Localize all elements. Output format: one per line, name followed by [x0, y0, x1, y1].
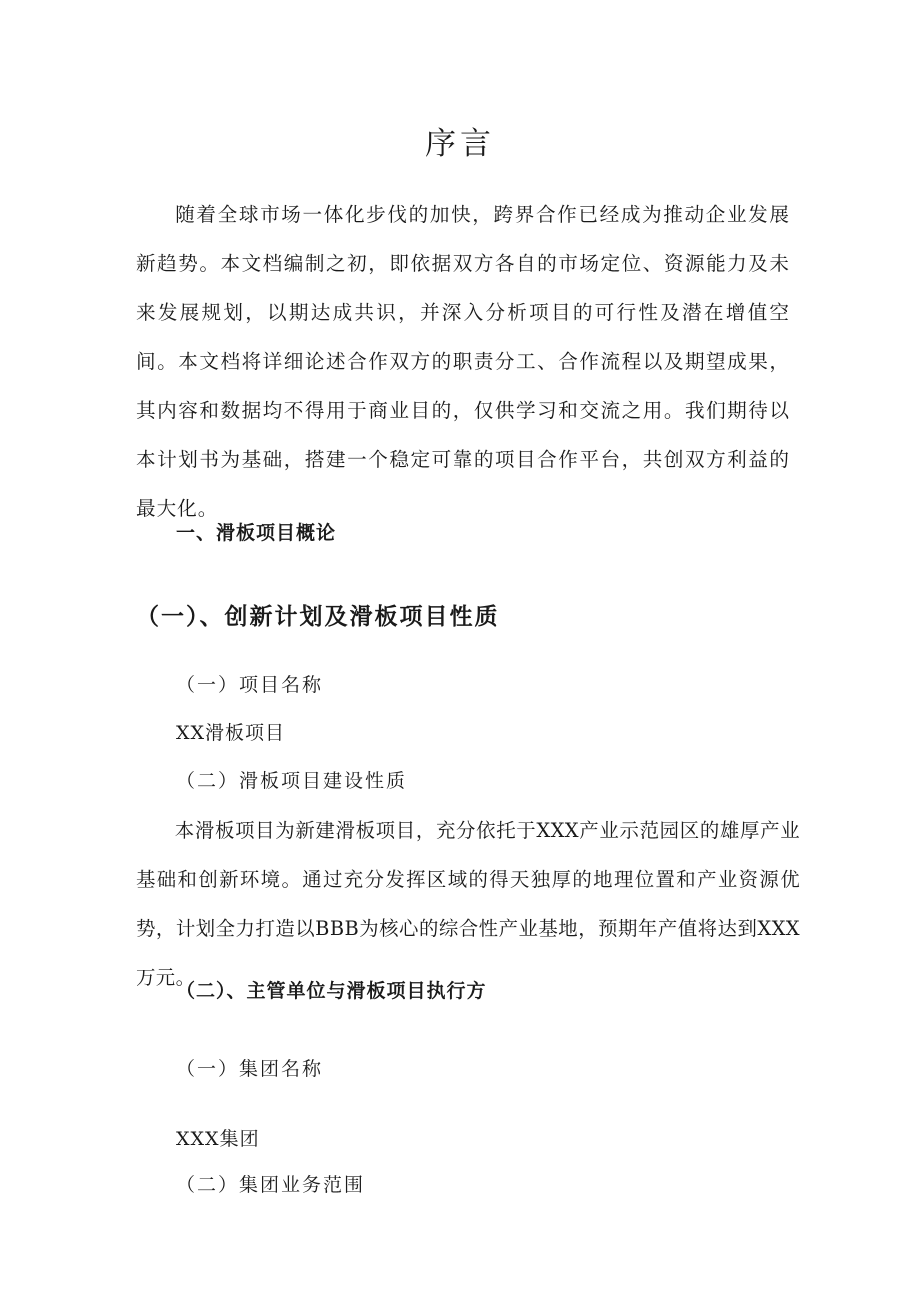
intro-paragraph: 随着全球市场一体化步伐的加快，跨界合作已经成为推动企业发展新趋势。本文档编制之初，即依据双方各自的市场定位、资源能力及未来发展规划，以期达成共识，并深入分析项目的可行性及潜在增值空间。本文档将详细论述合作双方的职责分工、合作流程以及期望成果，其内容和数据均不得用于商业目的，仅供学习和交流之用。我们期待以本计划书为基础，搭建一个稳定可靠的项目合作平台，共创双方利益的最大化。	[136, 203, 790, 520]
business-scope-label: （二）集团业务范围	[176, 1174, 366, 1196]
group-name-value: XXX集团	[176, 1128, 260, 1150]
page-title: 序言	[425, 126, 495, 162]
subsection-heading-2: （二）、主管单位与滑板项目执行方	[176, 980, 487, 1002]
group-name-label: （一）集团名称	[176, 1058, 324, 1080]
subsection-heading-1: （一）、创新计划及滑板项目性质	[136, 603, 500, 630]
project-name-value: XX滑板项目	[176, 722, 286, 744]
project-name-label: （一）项目名称	[176, 674, 324, 696]
section-heading: 一、滑板项目概论	[176, 522, 337, 544]
construction-nature-paragraph: 本滑板项目为新建滑板项目，充分依托于XXX产业示范园区的雄厚产业基础和创新环境。通过充分发挥区域的得天独厚的地理位置和产业资源优势，计划全力打造以BBB为核心的综合性产业基地，预期年产值将达到XXX万元。	[136, 819, 800, 989]
construction-nature-label: （二）滑板项目建设性质	[176, 770, 408, 792]
